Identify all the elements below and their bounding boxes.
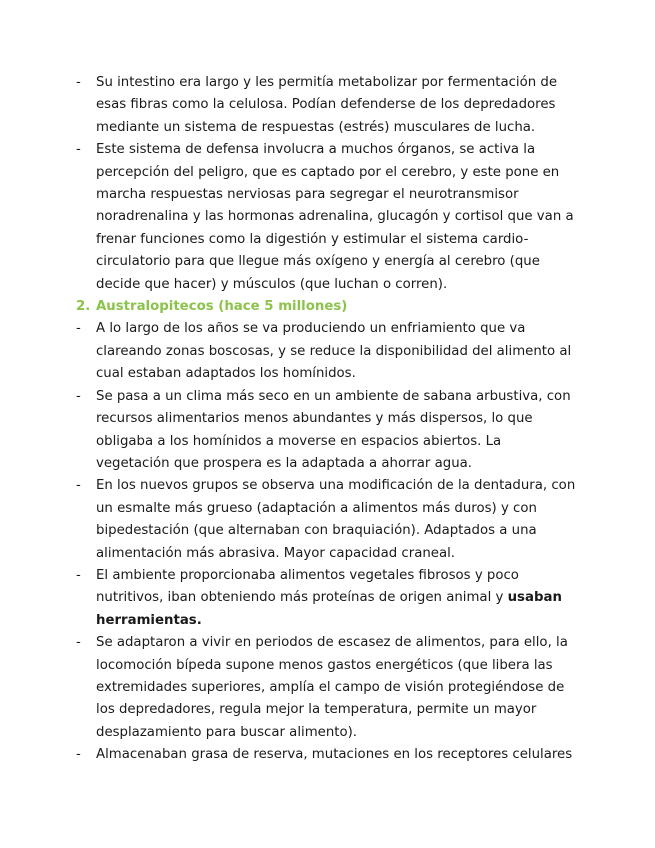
bullet-marker: - <box>76 747 81 763</box>
list-item-text: Este sistema de defensa involucra a muchos órganos, se activa la percepción del peligro, que es captado por el cerebro, y este pone en marcha respuestas nerviosas para segregar el neurotransmisor noradrenalina y las hormonas adrenalina, glucagón y cortisol que van a frenar funciones como la digestión y estimular el sistema cardio-circulatorio para que llegue más oxígeno y energía al cerebro (que decide que hacer) y músculos (que luchan o corren). <box>96 142 574 292</box>
bullet-marker: - <box>76 142 81 158</box>
list-item <box>76 565 576 632</box>
list-item <box>76 744 576 766</box>
list-item <box>76 632 576 744</box>
list-item <box>76 318 576 385</box>
list-item-text: Almacenaban grasa de reserva, mutaciones en los receptores celulares <box>96 747 573 763</box>
list-item <box>76 139 576 296</box>
list-item <box>76 475 576 565</box>
list-item-text: Se adaptaron a vivir en periodos de escasez de alimentos, para ello, la locomoción bípeda supone menos gastos energéticos (que libera las extremidades superiores, amplía el campo de visión protegiéndose de los depredadores, regula mejor la temperatura, permite un mayor desplazamiento para buscar alimento). <box>96 635 568 740</box>
list-item-bold-text: usaban herramientas. <box>96 590 562 628</box>
bullet-marker: - <box>76 321 81 337</box>
bullet-marker: - <box>76 567 81 583</box>
section-number: 2. <box>76 299 91 315</box>
list-item-text: Su intestino era largo y les permitía metabolizar por fermentación de esas fibras como la celulosa. Podían defenderse de los depredadores mediante un sistema de respuestas (estrés) musculares de lucha. <box>96 75 558 135</box>
list-item-text: Se pasa a un clima más seco en un ambiente de sabana arbustiva, con recursos alimentarios menos abundantes y más dispersos, lo que obligaba a los homínidos a moverse en espacios abiertos. La vegetación que prospera es la adaptada a ahorrar agua. <box>96 388 571 471</box>
list-item <box>76 386 576 476</box>
bullet-marker: - <box>76 478 81 494</box>
section-heading <box>76 296 576 318</box>
bullet-marker: - <box>76 388 81 404</box>
list-item-text: El ambiente proporcionaba alimentos vegetales fibrosos y poco nutritivos, iban obteniendo más proteínas de origen animal y <box>96 567 519 606</box>
list-item <box>76 72 576 139</box>
document-content <box>76 72 576 767</box>
section-title: Australopitecos (hace 5 millones) <box>96 299 348 315</box>
list-item-text: A lo largo de los años se va produciendo un enfriamiento que va clareando zonas boscosas, y se reduce la disponibilidad del alimento al cual estaban adaptados los homínidos. <box>96 321 572 382</box>
bullet-marker: - <box>76 75 81 90</box>
bullet-marker: - <box>76 635 81 651</box>
list-item-text: En los nuevos grupos se observa una modificación de la dentadura, con un esmalte más grueso (adaptación a alimentos más duros) y con bipedestación (que alternaban con braquiación). Adaptados a una alimentación más abrasiva. Mayor capacidad craneal. <box>96 478 576 561</box>
